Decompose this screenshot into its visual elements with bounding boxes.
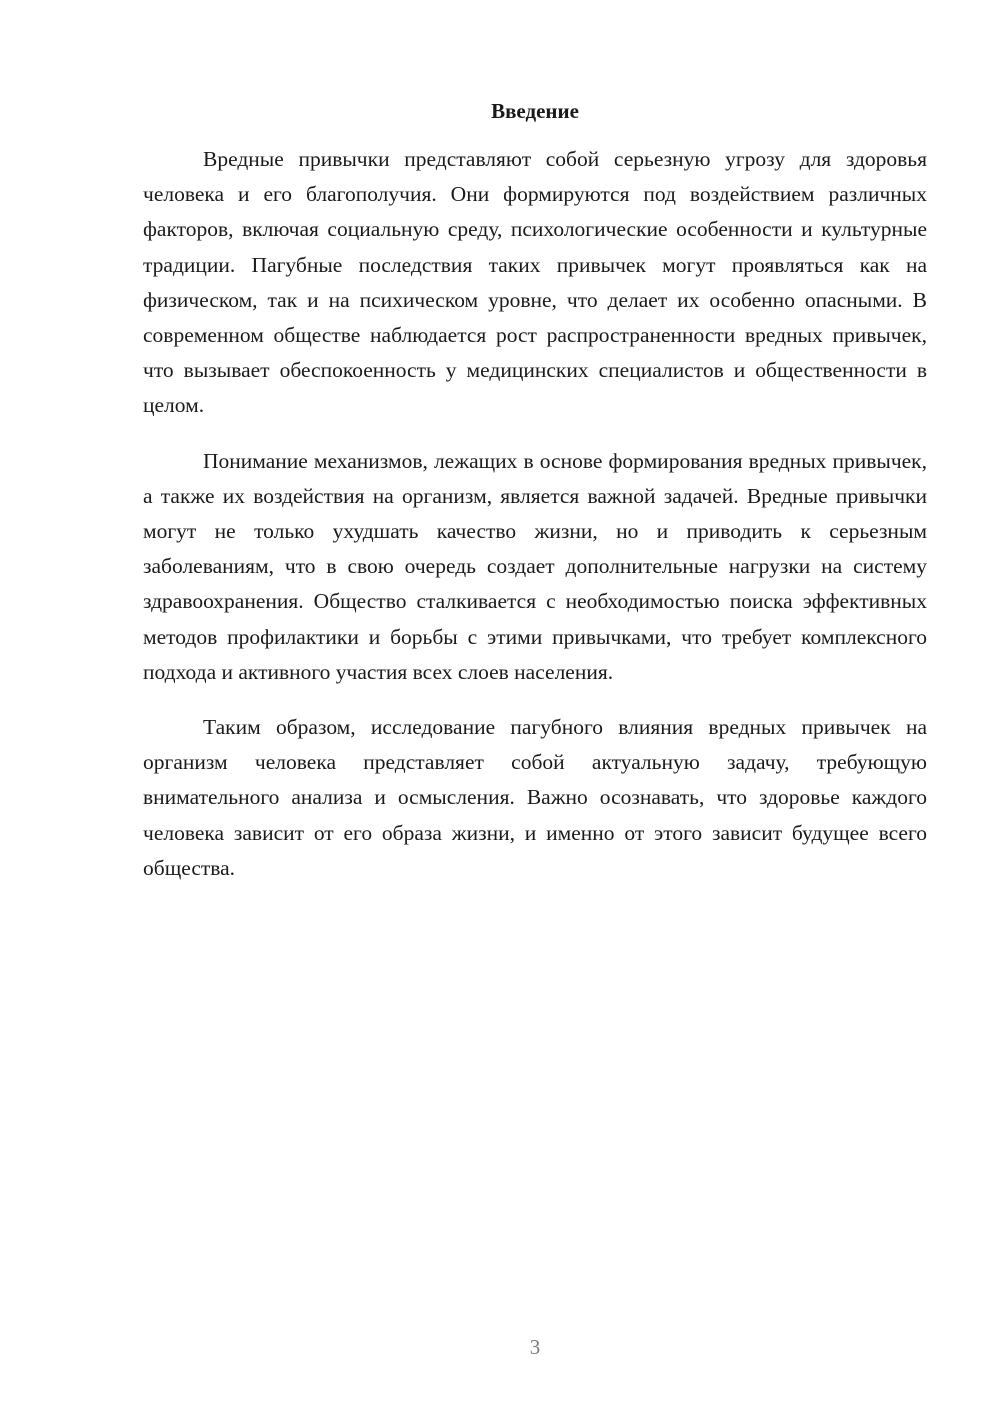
paragraph-1: Вредные привычки представляют собой серьезную угрозу для здоровья человека и его благополучия. Они формируются под воздействием различных факторов, включая социальную среду, психологические особенности и культурные традиции. Пагубные последствия таких привычек могут проявляться как на физическом, так и на психическом уровне, что делает их особенно опасными. В современном обществе наблюдается рост распространенности вредных привычек, что вызывает обеспокоенность у медицинских специалистов и общественности в целом.: [143, 147, 927, 418]
section-title: Введение: [491, 99, 579, 123]
document-body: [143, 142, 927, 906]
paragraph-2: Понимание механизмов, лежащих в основе формирования вредных привычек, а также их воздействия на организм, является важной задачей. Вредные привычки могут не только ухудшать качество жизни, но и приводить к серьезным заболеваниям, что в свою очередь создает дополнительные нагрузки на систему здравоохранения. Общество сталкивается с необходимостью поиска эффективных методов профилактики и борьбы с этими привычками, что требует комплексного подхода и активного участия всех слоев населения.: [143, 448, 927, 684]
paragraph-3: Таким образом, исследование пагубного влияния вредных привычек на организм человека представляет собой актуальную задачу, требующую внимательного анализа и осмысления. Важно осознавать, что здоровье каждого человека зависит от его образа жизни, и именно от этого зависит будущее всего общества.: [143, 715, 927, 880]
page-number: 3: [529, 1335, 541, 1359]
